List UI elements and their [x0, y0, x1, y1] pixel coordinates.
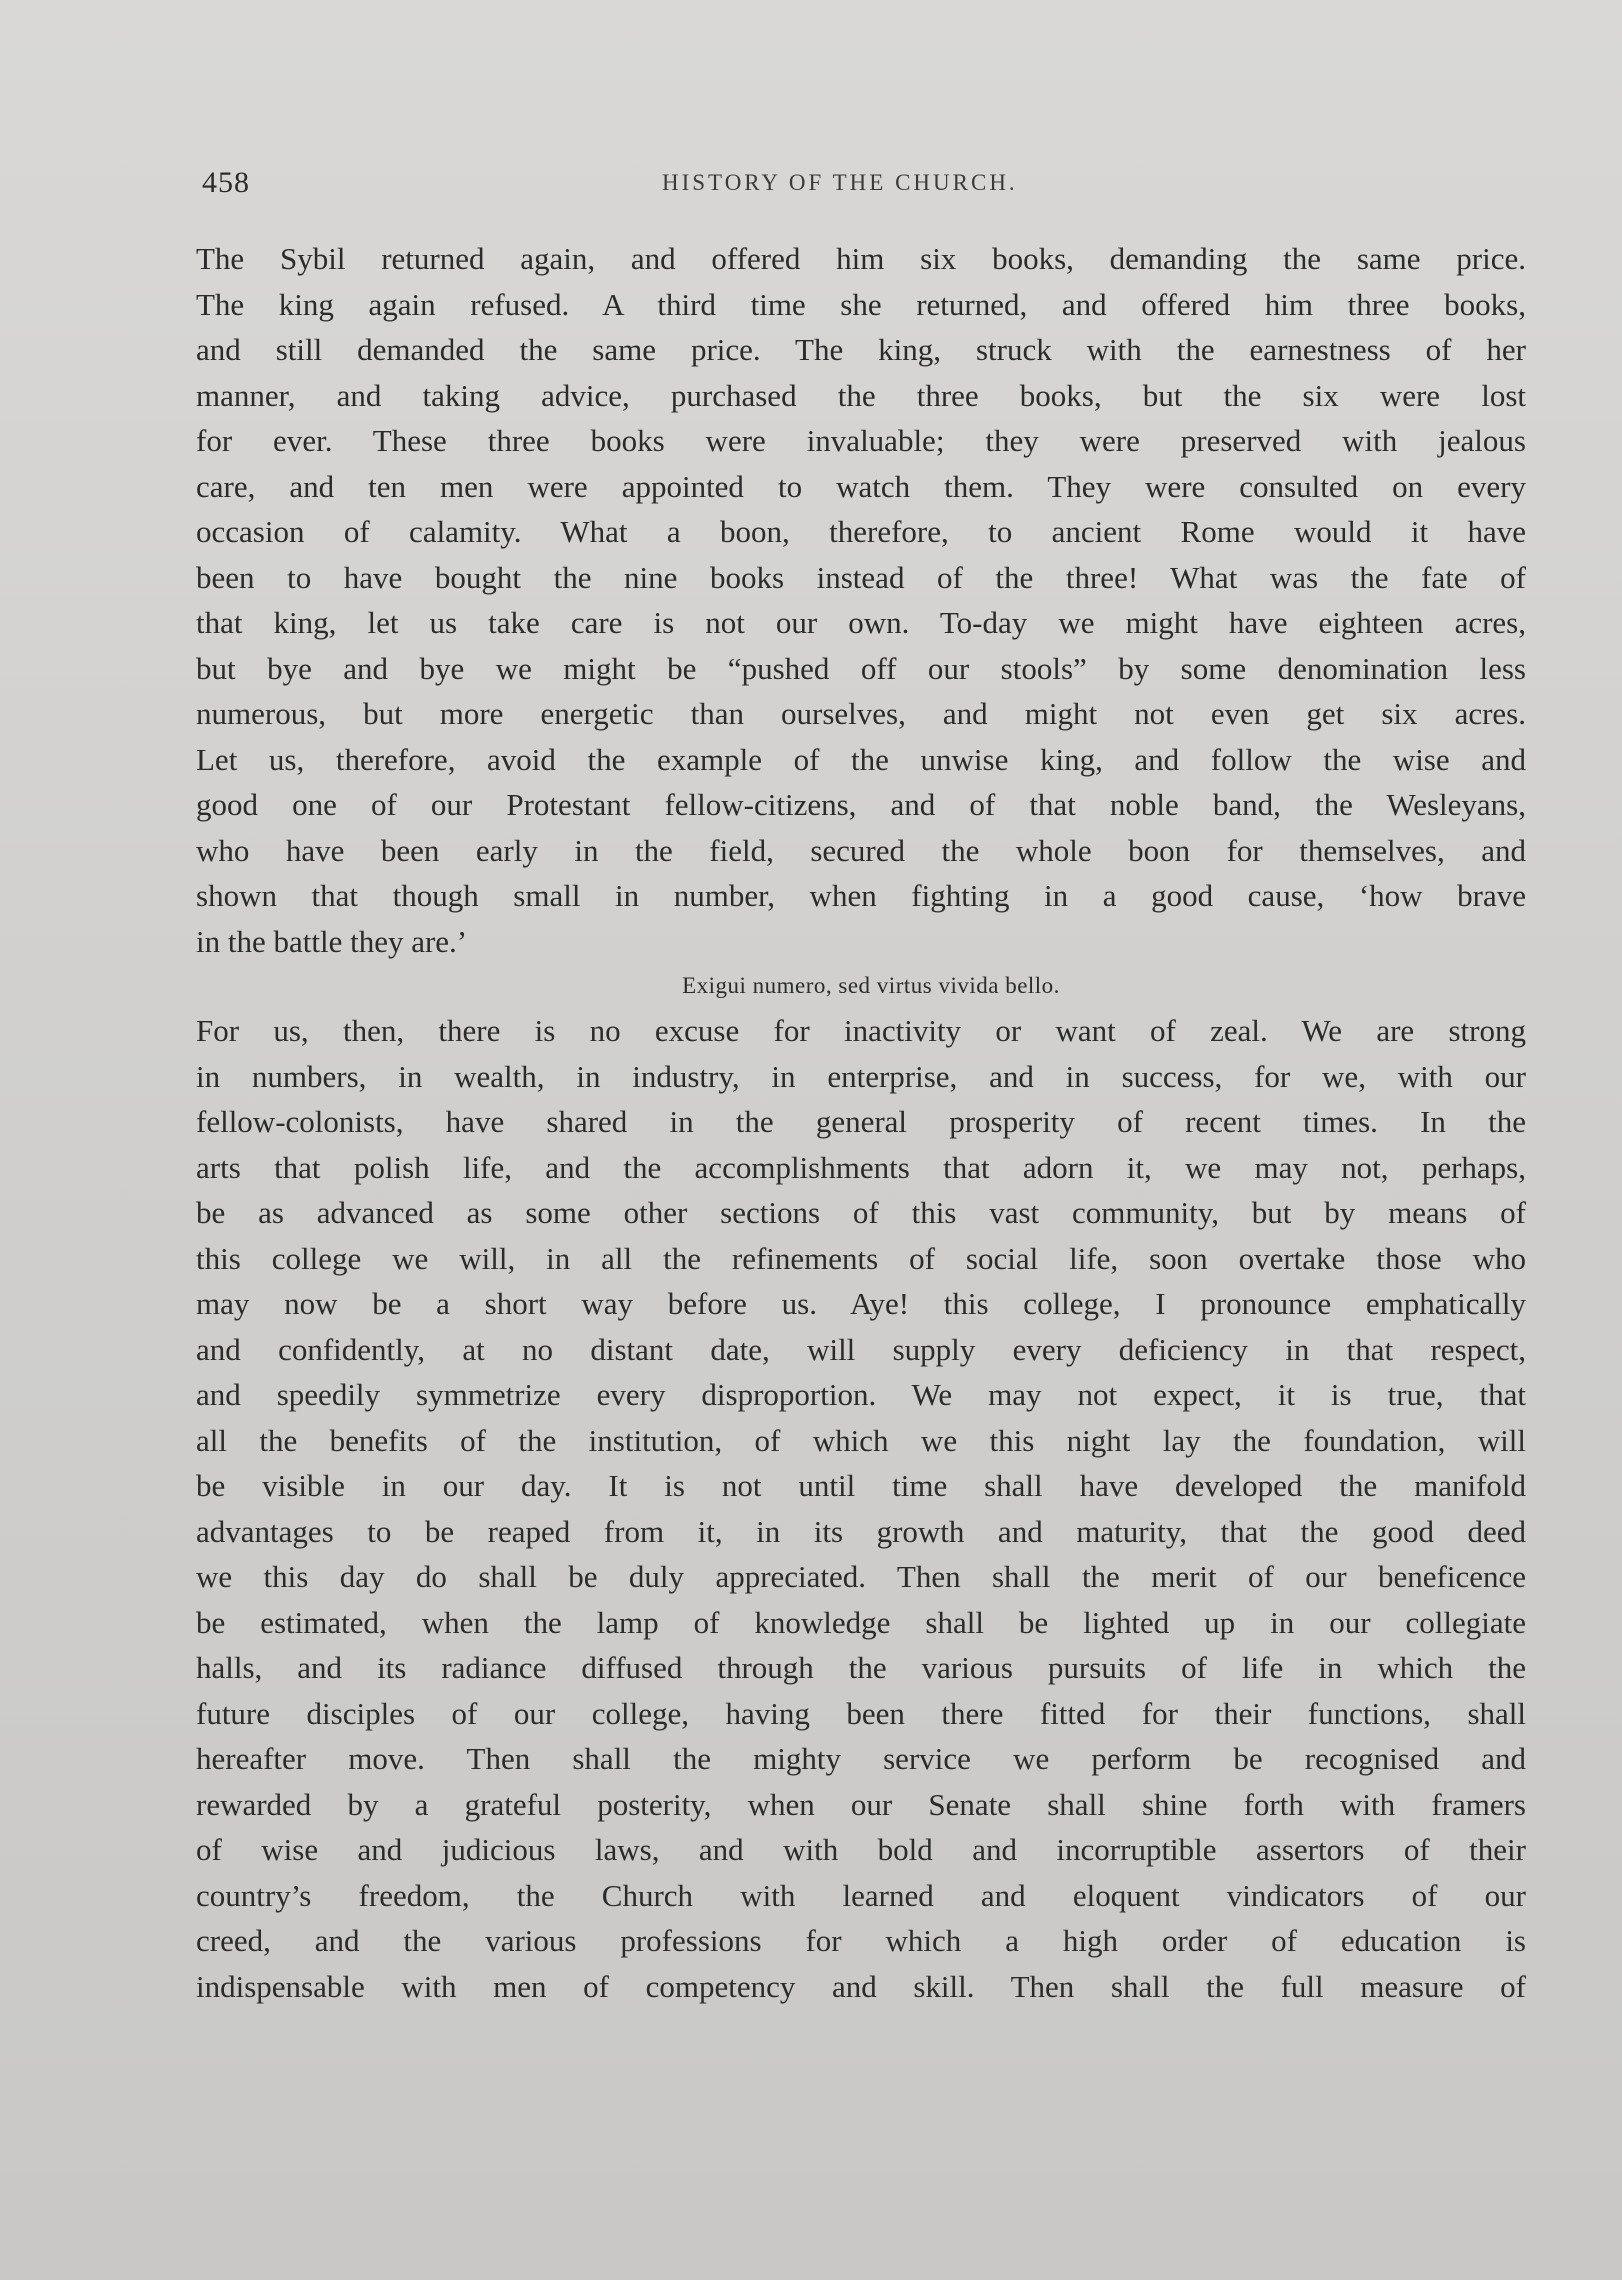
text-line: hereafter move. Then shall the mighty service we perform be recognised and — [196, 1741, 1526, 1776]
text-line: advantages to be reaped from it, in its growth and maturity, that the good deed — [196, 1513, 1526, 1549]
text-line: and speedily symmetrize every disproportion. We may not expect, it is true, that — [196, 1377, 1526, 1412]
page-body — [196, 236, 1526, 2009]
text-line: country’s freedom, the Church with learned and eloquent vindicators of our — [196, 1877, 1526, 1913]
text-line: Let us, therefore, avoid the example of the unwise king, and follow the wise and — [196, 741, 1526, 777]
text-line: but bye and bye we might be “pushed off our stools” by some denomination less — [196, 650, 1526, 686]
text-line: and confidently, at no distant date, will supply every deficiency in that respect, — [196, 1331, 1526, 1367]
text-line: future disciples of our college, having been there fitted for their functions, shall — [196, 1695, 1526, 1731]
text-line: in the battle they are.’ — [196, 923, 468, 959]
text-line: rewarded by a grateful posterity, when our Senate shall shine forth with framers — [196, 1786, 1526, 1822]
text-line: shown that though small in number, when fighting in a good cause, ‘how brave — [196, 878, 1526, 913]
text-line: fellow-colonists, have shared in the general prosperity of recent times. In the — [196, 1104, 1526, 1139]
text-line: of wise and judicious laws, and with bold and incorruptible assertors of their — [196, 1832, 1526, 1867]
text-line: been to have bought the nine books instead of the three! What was the fate of — [196, 559, 1526, 595]
paragraph-2 — [196, 1008, 1526, 2009]
text-line: in numbers, in wealth, in industry, in enterprise, and in success, for we, with our — [196, 1058, 1526, 1094]
text-line: this college we will, in all the refinements of social life, soon overtake those who — [196, 1240, 1526, 1276]
text-line: and still demanded the same price. The king, struck with the earnestness of her — [196, 332, 1526, 367]
page-number: 458 — [202, 166, 250, 199]
paragraph-1 — [196, 236, 1526, 964]
running-head: HISTORY OF THE CHURCH. — [662, 170, 1018, 195]
text-line: be estimated, when the lamp of knowledge shall be lighted up in our collegiate — [196, 1604, 1526, 1640]
text-line: arts that polish life, and the accomplishments that adorn it, we may not, perhaps, — [196, 1149, 1526, 1185]
text-line: who have been early in the field, secured the whole boon for themselves, and — [196, 832, 1526, 868]
text-line: all the benefits of the institution, of which we this night lay the foundation, will — [196, 1422, 1526, 1458]
text-line: numerous, but more energetic than ourselves, and might not even get six acres. — [196, 696, 1526, 731]
text-line: occasion of calamity. What a boon, therefore, to ancient Rome would it have — [196, 514, 1526, 549]
text-line: good one of our Protestant fellow-citizens, and of that noble band, the Wesleyans, — [196, 787, 1526, 822]
text-line: The king again refused. A third time she returned, and offered him three books, — [196, 286, 1526, 322]
text-line: for ever. These three books were invaluable; they were preserved with jealous — [196, 423, 1526, 458]
text-line: halls, and its radiance diffused through the various pursuits of life in which the — [196, 1650, 1526, 1685]
text-line: that king, let us take care is not our own. To-day we might have eighteen acres, — [196, 605, 1526, 640]
text-line: may now be a short way before us. Aye! this college, I pronounce emphatically — [196, 1286, 1526, 1321]
page-header — [202, 166, 1528, 206]
text-line: care, and ten men were appointed to watch them. They were consulted on every — [196, 468, 1526, 504]
text-line: The Sybil returned again, and offered him six books, demanding the same price. — [196, 241, 1526, 276]
text-line: For us, then, there is no excuse for inactivity or want of zeal. We are strong — [196, 1013, 1526, 1048]
text-line: manner, and taking advice, purchased the three books, but the six were lost — [196, 377, 1526, 413]
latin-quotation: Exigui numero, sed virtus vivida bello. — [682, 973, 1060, 998]
text-line: we this day do shall be duly appreciated. Then shall the merit of our beneficence — [196, 1559, 1526, 1594]
text-line: indispensable with men of competency and skill. Then shall the full measure of — [196, 1968, 1526, 2004]
text-line: be as advanced as some other sections of this vast community, but by means of — [196, 1195, 1526, 1230]
text-line: be visible in our day. It is not until time shall have developed the manifold — [196, 1468, 1526, 1503]
text-line: creed, and the various professions for which a high order of education is — [196, 1923, 1526, 1958]
